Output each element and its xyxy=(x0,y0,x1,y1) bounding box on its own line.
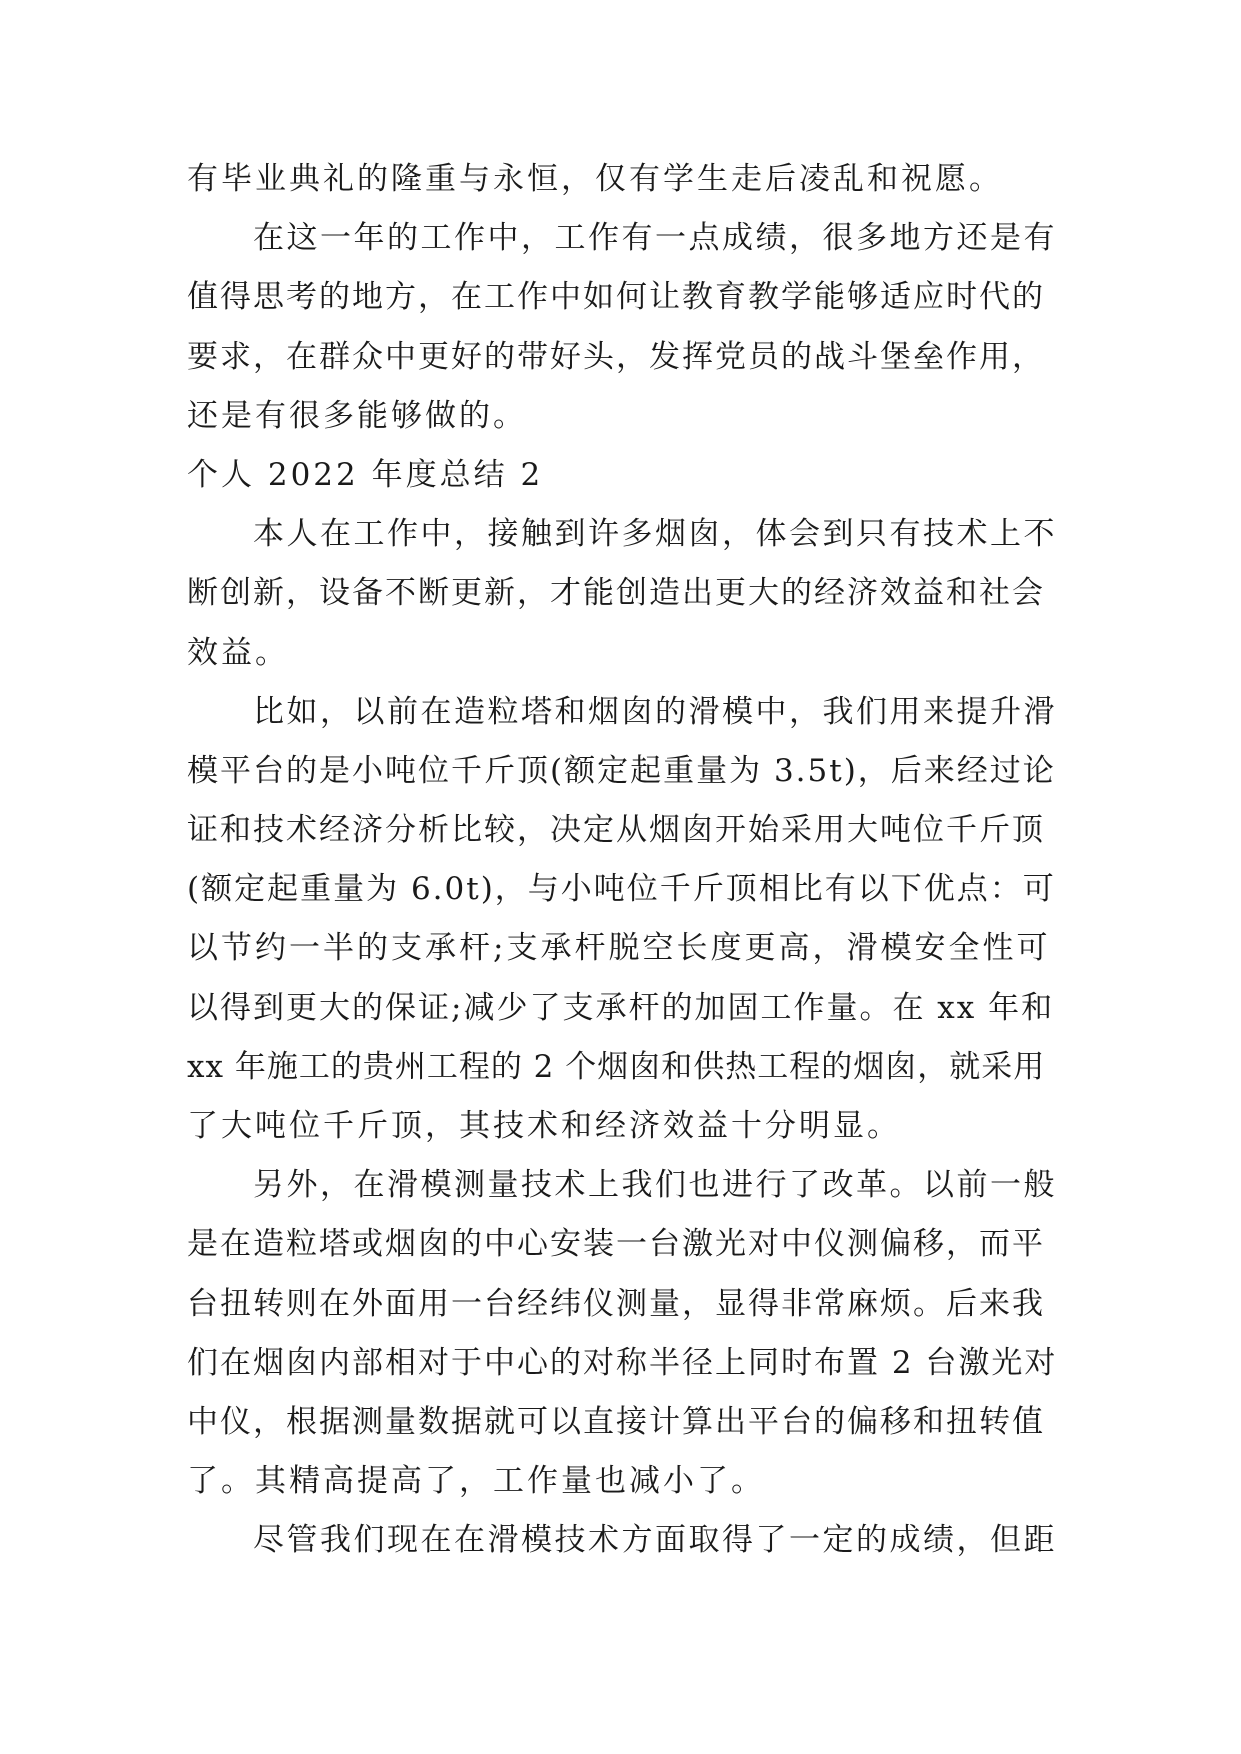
text-line: 台扭转则在外面用一台经纬仪测量，显得非常麻烦。后来我 xyxy=(187,1285,1045,1322)
text-line: 是在造粒塔或烟囱的中心安装一台激光对中仪测偏移，而平 xyxy=(187,1226,1045,1263)
text-line: 中仪，根据测量数据就可以直接计算出平台的偏移和扭转值 xyxy=(187,1403,1045,1440)
text-line: 了大吨位千斤顶，其技术和经济效益十分明显。 xyxy=(187,1108,901,1144)
paragraph-start-line: 在这一年的工作中，工作有一点成绩，很多地方还是有 xyxy=(253,220,1057,257)
text-line: 了。其精高提高了，工作量也减小了。 xyxy=(187,1463,765,1500)
text-line: 效益。 xyxy=(187,634,289,671)
text-line: 以得到更大的保证;减少了支承杆的加固工作量。在 xx 年和 xyxy=(187,989,1055,1026)
text-line: 模平台的是小吨位千斤顶(额定起重量为 3.5t)，后来经过论 xyxy=(187,752,1056,789)
document-body xyxy=(187,150,1057,1571)
text-line: 以节约一半的支承杆;支承杆脱空长度更高，滑模安全性可 xyxy=(187,930,1051,967)
text-line: 证和技术经济分析比较，决定从烟囱开始采用大吨位千斤顶 xyxy=(187,812,1045,849)
paragraph-start-line: 另外，在滑模测量技术上我们也进行了改革。以前一般 xyxy=(253,1167,1057,1204)
text-line: 们在烟囱内部相对于中心的对称半径上同时布置 2 台激光对 xyxy=(187,1344,1058,1381)
text-line: xx 年施工的贵州工程的 2 个烟囱和供热工程的烟囱，就采用 xyxy=(187,1048,1046,1085)
text-line: 还是有很多能够做的。 xyxy=(187,397,527,434)
text-line: 要求，在群众中更好的带好头，发挥党员的战斗堡垒作用， xyxy=(187,338,1045,375)
paragraph-start-line: 比如，以前在造粒塔和烟囱的滑模中，我们用来提升滑 xyxy=(253,693,1057,730)
text-line: 值得思考的地方，在工作中如何让教育教学能够适应时代的 xyxy=(187,279,1045,316)
section-heading: 个人 2022 年度总结 2 xyxy=(187,456,544,493)
text-line: 断创新，设备不断更新，才能创造出更大的经济效益和社会 xyxy=(187,575,1045,612)
paragraph-start-line: 本人在工作中，接触到许多烟囱，体会到只有技术上不 xyxy=(253,516,1057,553)
text-line: (额定起重量为 6.0t)，与小吨位千斤顶相比有以下优点：可 xyxy=(187,871,1056,908)
text-line: 有毕业典礼的隆重与永恒，仅有学生走后凌乱和祝愿。 xyxy=(187,161,1003,197)
paragraph-start-line: 尽管我们现在在滑模技术方面取得了一定的成绩，但距 xyxy=(253,1522,1057,1559)
